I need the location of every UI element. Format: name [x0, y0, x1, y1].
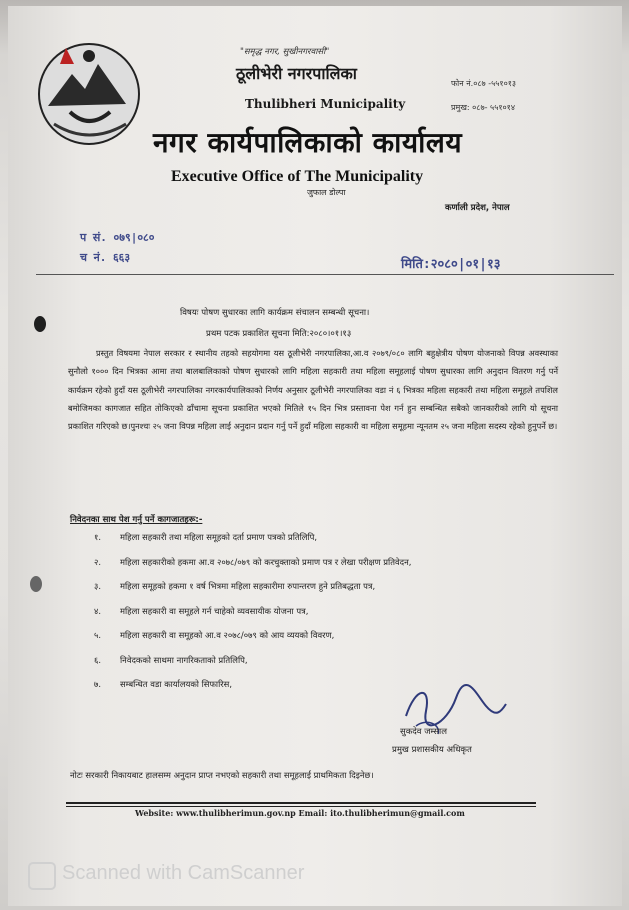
first-publication-line: प्रथम पटक प्रकाशित सूचना मिति:२०८०।०१।१३ — [206, 329, 352, 339]
office-location: जुफाल डोल्पा — [307, 188, 346, 197]
signatory-title: प्रमुख प्रशासकीय अधिकृत — [392, 745, 472, 755]
letter-date: मिति:२०८०|०१|१३ — [401, 257, 501, 272]
list-item: ६. निवेदकको साथमा नागरिकताको प्रतिलिपि, — [94, 654, 248, 665]
office-title-english: Executive Office of The Municipality — [171, 168, 424, 185]
office-title-nepali: नगर कार्यपालिकाको कार्यालय — [153, 126, 463, 159]
note: नोटः सरकारी निकायबाट हालसम्म अनुदान प्राप्त नभएको सहकारी तथा समूहलाई प्राथमिकता दिइनेछ। — [70, 770, 374, 780]
municipality-name-english: Thulibheri Municipality — [245, 97, 406, 111]
punch-hole — [30, 576, 42, 592]
list-item: ४. महिला सहकारी वा समूहले गर्न चाहेको व्यवसायीक योजना पत्र, — [94, 605, 309, 616]
footer-divider — [66, 806, 536, 807]
signatory-name: सुकदेव जम्साल — [400, 727, 447, 737]
phone-number: फोन नं.०८७ -५५१०१३ — [451, 79, 517, 88]
footer-divider — [66, 802, 536, 804]
document-page — [8, 6, 622, 906]
nepal-emblem-logo — [30, 34, 148, 152]
website-email: Website: www.thulibherimun.gov.np Email: ito.thulibherimun@gmail.com — [135, 808, 465, 818]
list-item: ७. सम्बन्धित वडा कार्यालयको सिफारिस, — [94, 679, 233, 689]
list-item: ३. महिला समूहको हकमा १ वर्ष भित्रमा महिला सहकारीमा रुपान्तरण हुने प्रतिबद्धता पत्र, — [94, 581, 376, 591]
notice-body-text: प्रस्तुत विषयमा नेपाल सरकार र स्थानीय तहको सहयोगमा यस ठूलीभेरी नगरपालिका,आ.व २०७९/०८० लागि बहुक्षेत्रीय पोषण योजनाको विपन्न अवस्थाका सुनौलो १००० दिन भित्रका आमा तथा बालबालिकाको पोषण सुधारको लागि महिला सहकारी तथा महिला समूहलाई पोषण सुधारका लागि अनुदान वितरण गर्नु पर्ने कार्यक्रम रहेको हुदाँ यस ठूलीभेरी नगरपालिका नगरकार्यपालिकाको निर्णय अनुसार ठूलीभेरी नगरपालिका वडा नं ६ भित्रका महिला सहकारी तथा महिला समूहले तपशिल बमोजिमका कागजात सहित तोकिएको ढाँचामा सूचना प्रकाशित भएको मितिले १५ दिन भित्र प्रस्तावना पेश गर्न हुन सम्बन्धित सबैको जानकारीको लागि यो सूचना प्रकाशित गरिएको छ।पुनश्चः २५ जना विपन्न महिला लाई अनुदान प्रदान गर्नु पर्ने हुदाँ महिला सहकारी वा महिला समूहमा न्यूनतम २५ जना महिला सदस्य रहेको हुनुपर्ने छ। — [68, 348, 558, 432]
slogan: "समृद्ध नगर, सुखीनगरवासी" — [240, 47, 330, 57]
list-item: १. महिला सहकारी तथा महिला समूहको दर्ता प्रमाण पत्रको प्रतिलिपि, — [94, 532, 318, 542]
documents-heading: निवेदनका साथ पेश गर्नु पर्ने कागजातहरू:- — [70, 515, 203, 525]
notice-body — [68, 344, 558, 435]
punch-hole — [34, 316, 46, 332]
list-item: ५. महिला सहकारी वा समूहको आ.व २०७८/०७९ को आय व्ययको विवरण, — [94, 630, 335, 640]
notice-subject: विषयः पोषण सुधारका लागि कार्यक्रम संचालन सम्बन्धी सूचना। — [180, 308, 370, 318]
scanner-watermark: Scanned with CamScanner — [62, 862, 305, 884]
letter-number: प सं. ०७९|०८० — [80, 231, 155, 244]
camscanner-icon — [28, 862, 56, 890]
documents-list — [94, 532, 411, 704]
list-item: २. महिला सहकारीको हकमा आ.व २०७८/०७९ को करचुक्ताको प्रमाण पत्र र लेखा परीक्षण प्रतिवेदन, — [94, 556, 412, 567]
fax-number: प्रमुख: ०८७- ५५१०१४ — [451, 103, 515, 112]
dispatch-number: च नं. ६६३ — [80, 251, 131, 264]
municipality-name-nepali: ठूलीभेरी नगरपालिका — [236, 64, 357, 83]
header-divider — [36, 274, 614, 275]
province: कर्णाली प्रदेश, नेपाल — [445, 203, 510, 213]
